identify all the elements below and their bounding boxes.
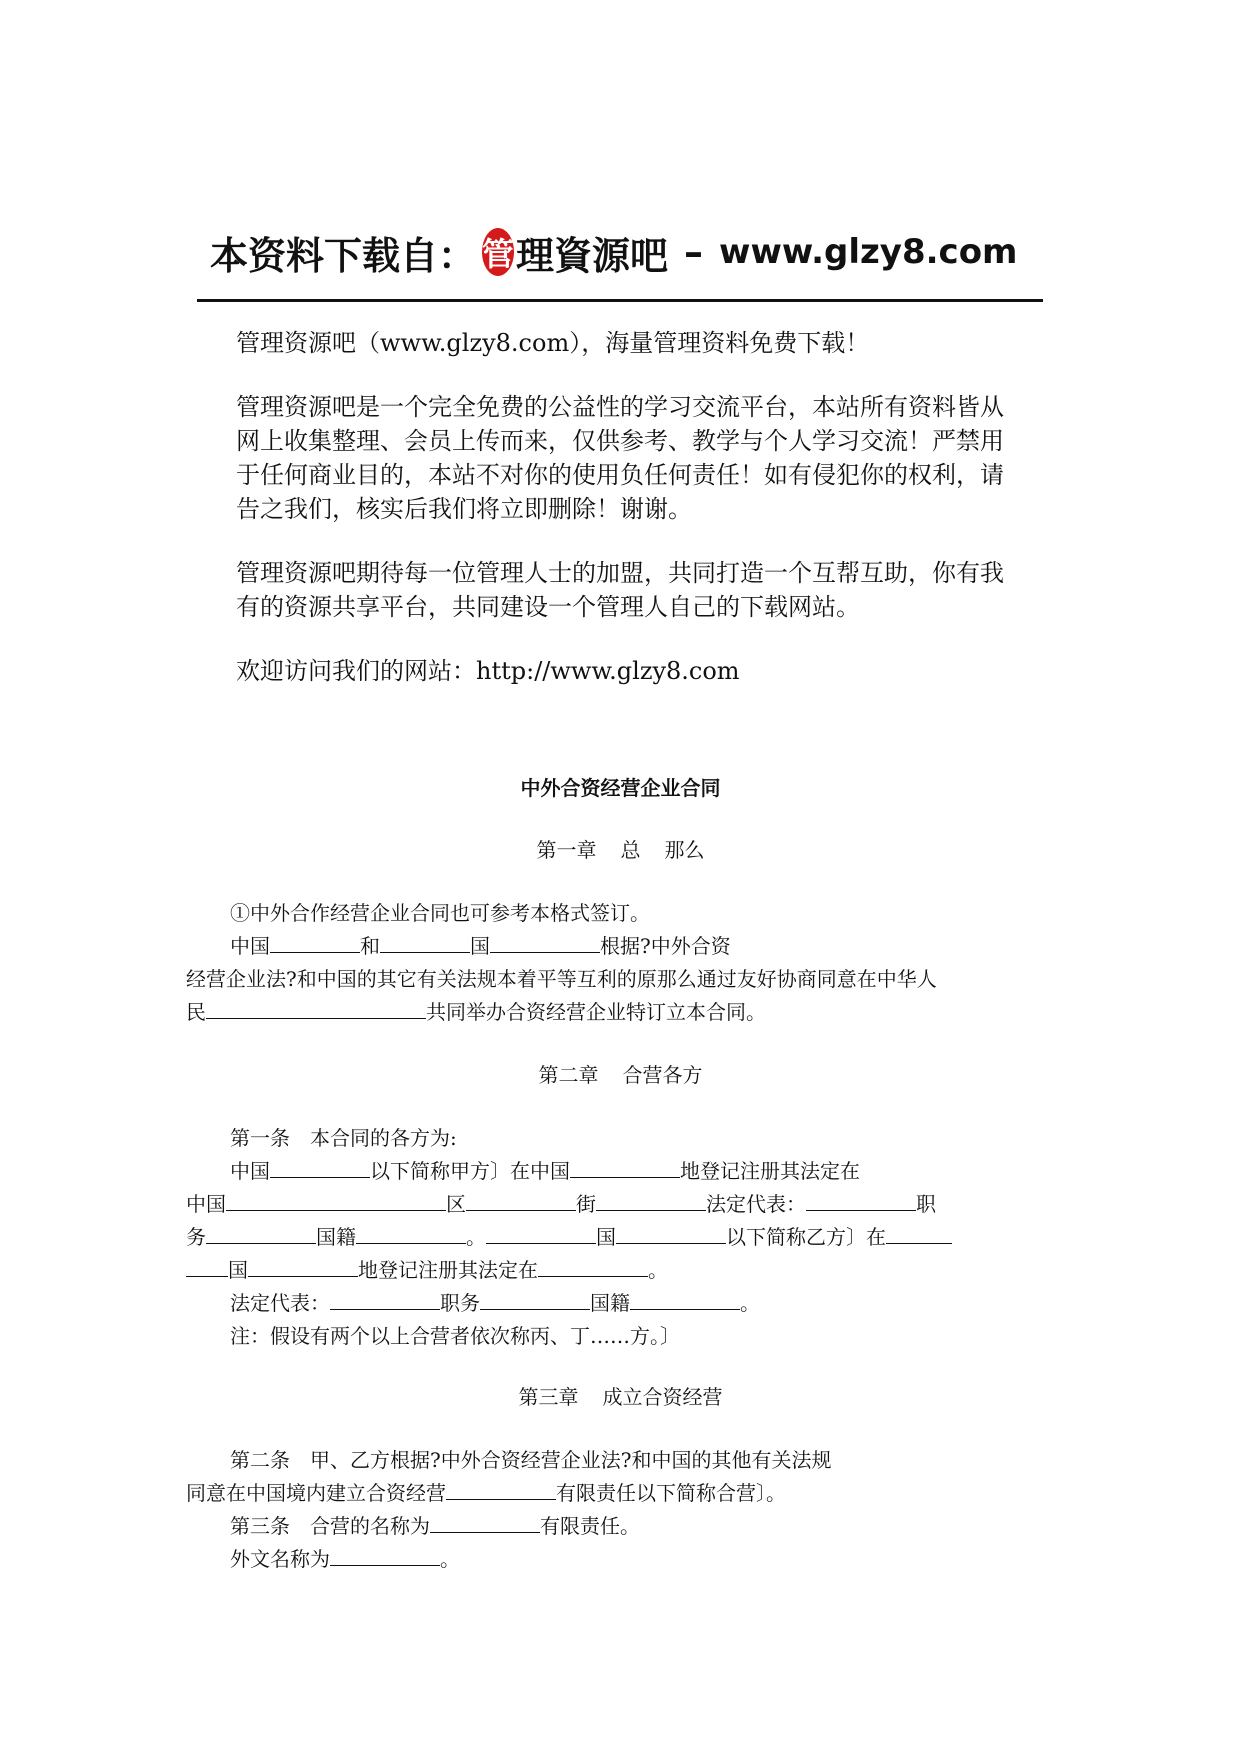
body-line: 民 共同举办合资经营企业特订立本合同。 [186, 1000, 766, 1024]
body-line: 外文名称为 。 [230, 1547, 460, 1571]
banner-prefix: 本资料下载自： [210, 233, 477, 278]
chapter-number: 第一章 [536, 838, 597, 862]
body-line: 经营企业法?和中国的其它有关法规本着平等互利的原那么通过友好协商同意在中华人 [186, 967, 937, 991]
chapter-title-part: 总 [620, 838, 641, 862]
intro-paragraph: 管理资源吧（www.glzy8.com），海量管理资料免费下载！ [236, 329, 870, 357]
body-line: 中国 和 国 根据?中外合资 [230, 934, 731, 958]
chapter-title: 成立合资经营 [602, 1385, 723, 1409]
intro-website-link[interactable]: 欢迎访问我们的网站：http://www.glzy8.com [236, 657, 740, 685]
banner-divider [197, 299, 1043, 302]
body-line: 中国 以下简称甲方〕在中国 地登记注册其法定在 [230, 1159, 860, 1183]
site-intro [236, 326, 1026, 718]
banner-url[interactable]: www.glzy8.com [719, 232, 1018, 272]
body-line: ①中外合作经营企业合同也可参考本格式签订。 [230, 901, 650, 925]
chapter-2-heading [0, 1059, 1241, 1088]
banner-brand: 理資源吧 [516, 233, 669, 278]
chapter-3-heading [0, 1381, 1241, 1410]
chapter-3-body [186, 1444, 1016, 1576]
document-title: 中外合资经营企业合同 [520, 776, 721, 800]
body-line: 国 地登记注册其法定在 。 [186, 1254, 1016, 1287]
body-line: 注：假设有两个以上合营者依次称丙、丁……方。〕 [230, 1324, 680, 1348]
intro-paragraph: 管理资源吧期待每一位管理人士的加盟，共同打造一个互帮互助，你有我有的资源共享平台，共同建设一个管理人自己的下载网站。 [236, 559, 1004, 621]
chapter-number: 第三章 [518, 1385, 579, 1409]
body-line: 同意在中国境内建立合资经营 有限责任以下简称合营〕。 [186, 1481, 786, 1505]
chapter-title: 合营各方 [622, 1063, 703, 1087]
intro-paragraph: 管理资源吧是一个完全免费的公益性的学习交流平台，本站所有资料皆从网上收集整理、会员上传而来，仅供参考、教学与个人学习交流！严禁用于任何商业目的，本站不对你的使用负任何责任！如有侵犯你的权利，请告之我们，核实后我们将立即删除！谢谢。 [236, 393, 1004, 523]
body-line: 务 国籍 。 国 以下简称乙方〕在 [186, 1221, 1016, 1254]
body-line: 第三条 合营的名称为 有限责任。 [230, 1514, 640, 1538]
body-line: 法定代表： 职务 国籍 。 [230, 1291, 760, 1315]
chapter-title-part: 那么 [664, 838, 705, 862]
chapter-1-body [186, 897, 1016, 1029]
body-line: 第一条 本合同的各方为: [230, 1126, 457, 1150]
download-banner [210, 222, 1018, 282]
banner-dash: – [684, 230, 704, 274]
chapter-1-heading [0, 834, 1241, 863]
chapter-number: 第二章 [538, 1063, 599, 1087]
brand-logo-icon: 管 [482, 228, 514, 276]
body-line: 中国 区 街 法定代表： 职 [186, 1192, 936, 1216]
chapter-2-body [186, 1122, 1016, 1353]
body-line: 第二条 甲、乙方根据?中外合资经营企业法?和中国的其他有关法规 [230, 1448, 832, 1472]
